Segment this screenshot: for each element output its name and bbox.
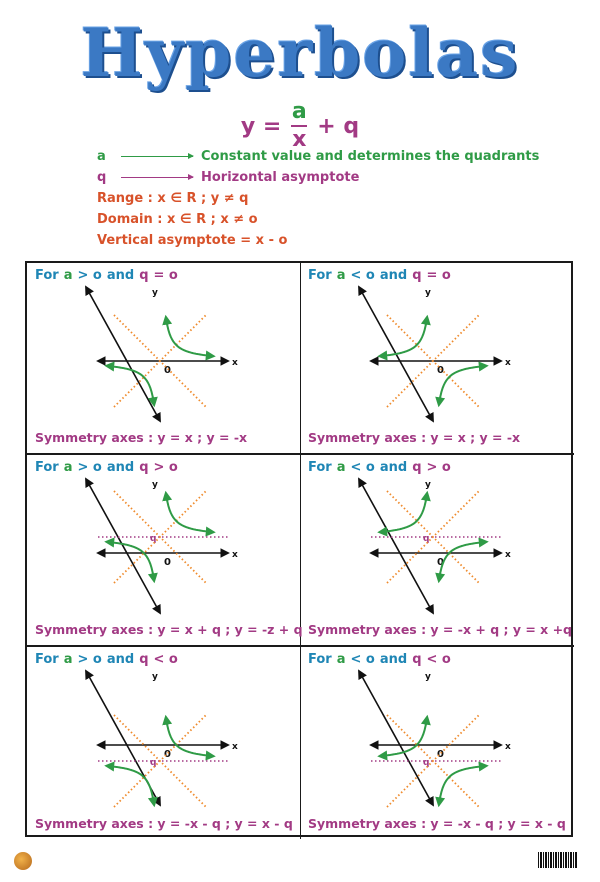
panel-a-neg-q-zero [300, 263, 574, 455]
heading-a-condition: < o [350, 460, 375, 475]
hyperbola-branch [107, 766, 154, 804]
heading-for: For [35, 652, 59, 667]
hyperbola-graph [300, 455, 574, 647]
legend-text-q: Horizontal asymptote [201, 170, 360, 185]
symmetry-axes-caption: Symmetry axes : y = x + q ; y = -z + q [35, 622, 303, 637]
symmetry-axes-caption: Symmetry axes : y = -x - q ; y = x - q [308, 816, 566, 831]
legend-key-q: q [97, 170, 107, 185]
legend-text-a: Constant value and determines the quadrants [201, 149, 540, 164]
legend-arrow-q [121, 177, 193, 178]
formula-rhs: + q [317, 113, 360, 139]
heading-and: and [106, 652, 135, 667]
hyperbola-branch [439, 766, 486, 804]
hyperbola-graph [27, 263, 301, 455]
general-formula [0, 99, 600, 152]
hyperbola-branch [166, 718, 213, 756]
heading-a-condition: > o [77, 460, 102, 475]
hyperbola-branch-end [439, 397, 440, 404]
heading-q-condition: = o [153, 268, 178, 283]
origin-label: 0 [164, 749, 171, 760]
heading-q: q [412, 652, 422, 667]
heading-a: a [336, 268, 346, 283]
hyperbola-branch-end [439, 797, 440, 804]
heading-a-condition: > o [77, 652, 102, 667]
hyperbola-branch [166, 318, 213, 356]
legend-arrow-a [121, 156, 193, 157]
symmetry-axes-caption: Symmetry axes : y = x ; y = -x [308, 430, 521, 445]
origin-label: 0 [164, 365, 171, 376]
q-label: q [423, 534, 430, 544]
heading-q: q [139, 460, 149, 475]
legend-range: Range : x ∈ R ; y ≠ q [97, 191, 249, 206]
panel-a-pos-q-zero [27, 263, 301, 455]
q-label: q [150, 534, 157, 544]
heading-and: and [379, 460, 408, 475]
y-axis-label: y [152, 288, 158, 298]
y-axis [86, 287, 160, 421]
symmetry-axes-caption: Symmetry axes : y = -x - q ; y = x - q [35, 816, 293, 831]
heading-for: For [308, 268, 332, 283]
symmetry-axes-caption: Symmetry axes : y = x ; y = -x [35, 430, 248, 445]
origin-label: 0 [437, 365, 444, 376]
formula-lhs: y = [240, 113, 282, 139]
heading-and: and [379, 268, 408, 283]
legend-row-q [97, 167, 577, 188]
hyperbola-branch-end [426, 494, 427, 501]
hyperbola-branch [380, 494, 427, 532]
hyperbola-branch-end [166, 718, 167, 725]
legend-key-a: a [97, 149, 106, 164]
heading-and: and [379, 652, 408, 667]
hyperbola-branch-end [153, 397, 154, 404]
hyperbola-graph [300, 263, 574, 455]
x-axis-label: x [505, 358, 511, 368]
legend-domain: Domain : x ∈ R ; x ≠ o [97, 212, 258, 227]
symmetry-axis-line [114, 715, 206, 807]
y-axis-label: y [425, 480, 431, 490]
heading-and: and [106, 460, 135, 475]
heading-q-condition: < o [426, 652, 451, 667]
panel-a-pos-q-neg [27, 647, 301, 839]
heading-a: a [336, 652, 346, 667]
symmetry-axis-line [114, 491, 206, 583]
origin-label: 0 [164, 557, 171, 568]
heading-for: For [308, 652, 332, 667]
hyperbola-branch-end [153, 573, 154, 580]
heading-q: q [412, 268, 422, 283]
y-axis-label: y [152, 672, 158, 682]
barcode [538, 852, 578, 868]
hyperbola-branch-end [426, 318, 427, 325]
heading-q-condition: < o [153, 652, 178, 667]
heading-a: a [63, 460, 73, 475]
heading-q-condition: = o [426, 268, 451, 283]
heading-a-condition: > o [77, 268, 102, 283]
heading-q: q [139, 268, 149, 283]
q-label: q [423, 758, 430, 768]
cases-grid [25, 261, 573, 837]
legend-vertical-asymptote: Vertical asymptote = x - o [97, 233, 288, 248]
heading-q-condition: > o [153, 460, 178, 475]
heading-q: q [412, 460, 422, 475]
heading-for: For [35, 460, 59, 475]
x-axis-label: x [505, 550, 511, 560]
hyperbola-graph [300, 647, 574, 839]
origin-label: 0 [437, 557, 444, 568]
publisher-logo [14, 852, 32, 870]
symmetry-axis-line [387, 715, 479, 807]
y-axis-label: y [425, 672, 431, 682]
heading-q-condition: > o [426, 460, 451, 475]
hyperbola-branch [166, 494, 213, 532]
x-axis-label: x [232, 358, 238, 368]
panel-a-neg-q-pos [300, 455, 574, 647]
heading-for: For [35, 268, 59, 283]
formula-numerator: a [291, 99, 307, 124]
formula-denominator: x [292, 127, 307, 152]
x-axis-label: x [232, 742, 238, 752]
heading-a: a [63, 652, 73, 667]
y-axis-label: y [152, 480, 158, 490]
q-label: q [150, 758, 157, 768]
heading-a: a [336, 460, 346, 475]
symmetry-axis-line [387, 491, 479, 583]
panel-a-neg-q-neg [300, 647, 574, 839]
origin-label: 0 [437, 749, 444, 760]
heading-q: q [139, 652, 149, 667]
hyperbola-branch [439, 366, 486, 404]
symmetry-axes-caption: Symmetry axes : y = -x + q ; y = x +q [308, 622, 573, 637]
legend-row-a [97, 146, 577, 167]
hyperbola-branch-end [426, 718, 427, 725]
heading-a-condition: < o [350, 652, 375, 667]
formula-fraction [291, 101, 307, 151]
hyperbola-branch-end [166, 318, 167, 325]
hyperbola-branch-end [153, 797, 154, 804]
heading-a: a [63, 268, 73, 283]
hyperbola-branch [439, 542, 486, 580]
heading-a-condition: < o [350, 268, 375, 283]
hyperbola-branch-end [439, 573, 440, 580]
poster-title: Hyperbolas [80, 14, 520, 92]
hyperbola-branch-end [166, 494, 167, 501]
hyperbola-graph [27, 455, 301, 647]
y-axis-label: y [425, 288, 431, 298]
x-axis-label: x [505, 742, 511, 752]
heading-for: For [308, 460, 332, 475]
definitions-legend [97, 146, 577, 251]
hyperbola-graph [27, 647, 301, 839]
x-axis-label: x [232, 550, 238, 560]
panel-a-pos-q-pos [27, 455, 301, 647]
heading-and: and [106, 268, 135, 283]
